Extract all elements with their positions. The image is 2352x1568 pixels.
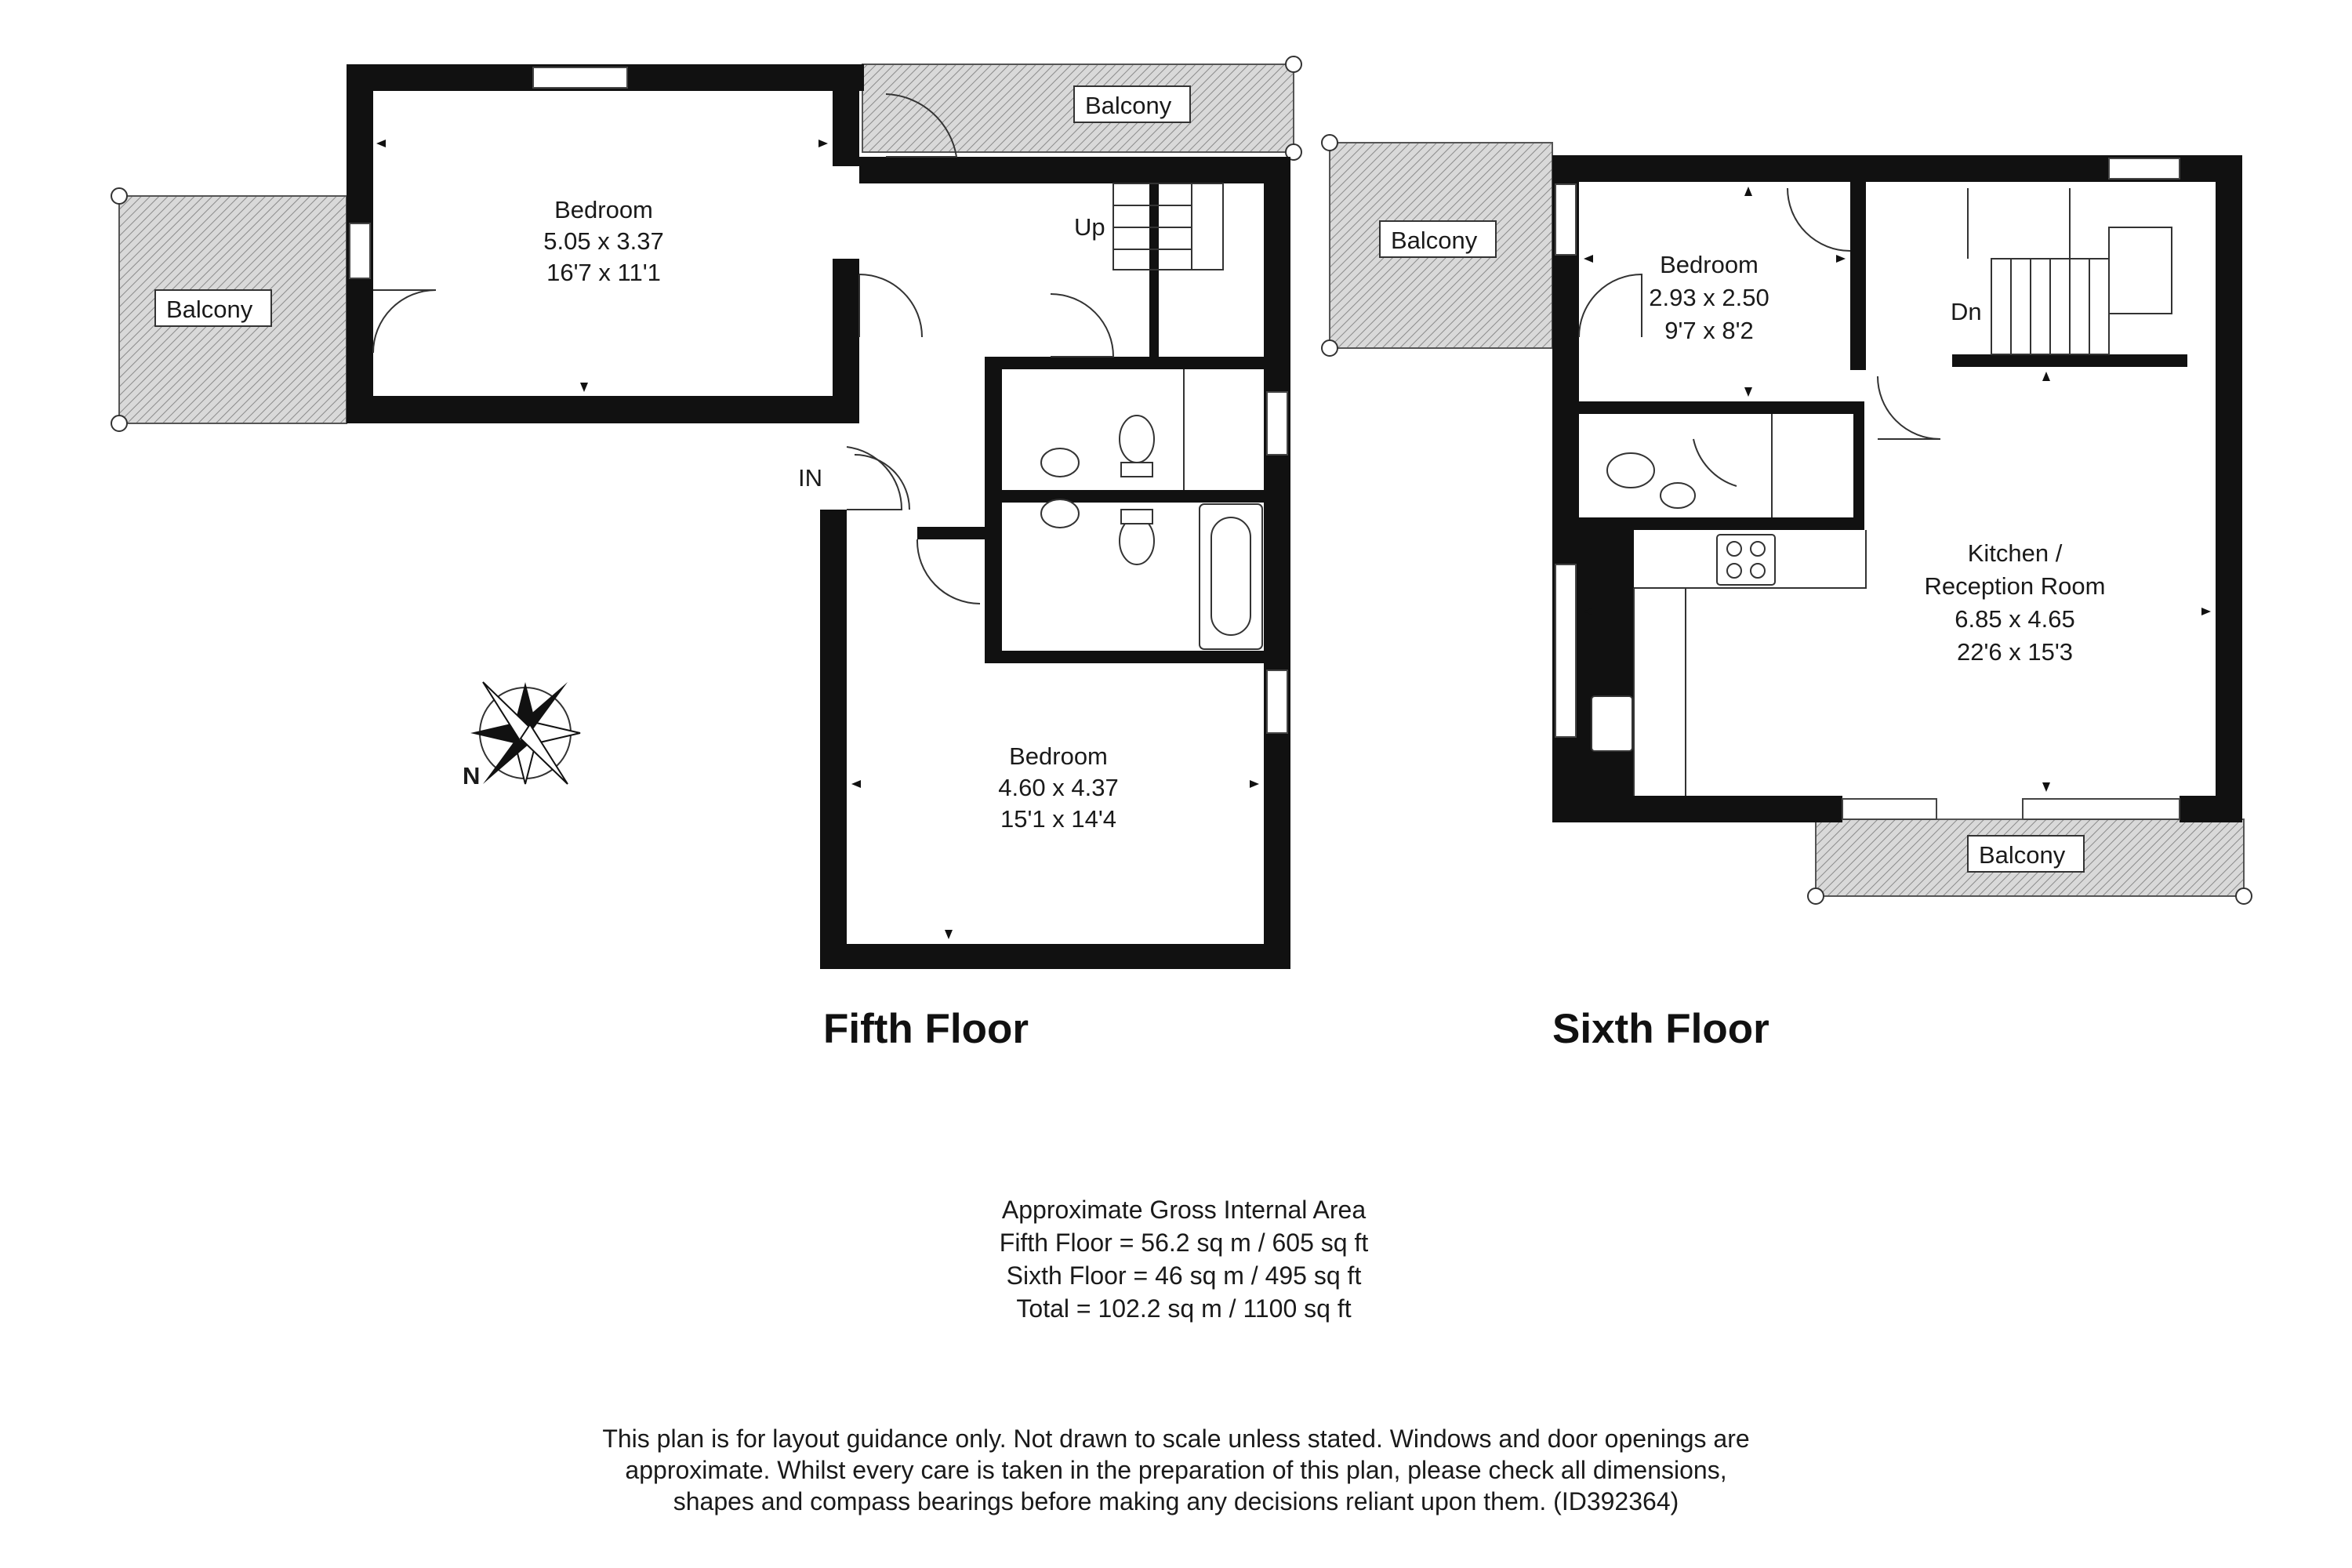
room-imperial: 16'7 x 11'1 <box>546 259 661 286</box>
room-name: Bedroom <box>1009 742 1108 770</box>
area-summary <box>894 1193 1474 1325</box>
door-west-balcony <box>373 290 436 353</box>
sixth-balcony-west-label: Balcony <box>1391 227 1478 254</box>
room-metric: 4.60 x 4.37 <box>998 774 1119 801</box>
fifth-floor-plan <box>111 56 1301 1052</box>
sixth-balcony-south-label: Balcony <box>1979 841 2066 869</box>
area-summary-title: Approximate Gross Internal Area <box>1001 1196 1367 1224</box>
room-metric: 6.85 x 4.65 <box>1955 605 2075 633</box>
room-imperial: 9'7 x 8'2 <box>1664 317 1754 344</box>
fifth-stairs-up-label: Up <box>1074 213 1105 241</box>
room-name: Bedroom <box>554 196 653 223</box>
sixth-stairs-down-label: Dn <box>1951 298 1982 325</box>
area-fifth-floor: Fifth Floor = 56.2 sq m / 605 sq ft <box>999 1229 1369 1257</box>
room-name: Bedroom <box>1660 251 1759 278</box>
room-imperial: 22'6 x 15'3 <box>1956 638 2074 666</box>
disclaimer <box>486 1423 1866 1517</box>
disclaimer-line: approximate. Whilst every care is taken in the preparation of this plan, please check all dimensions, <box>625 1456 1727 1484</box>
fifth-balcony-west-label: Balcony <box>166 296 253 323</box>
compass-north-label: N <box>463 762 481 789</box>
sixth-floor-plan <box>1322 135 2252 1052</box>
area-total: Total = 102.2 sq m / 1100 sq ft <box>1016 1294 1352 1323</box>
fifth-balcony-north-label: Balcony <box>1085 92 1172 119</box>
disclaimer-line: This plan is for layout guidance only. Not drawn to scale unless stated. Windows and door openings are <box>602 1425 1750 1453</box>
fifth-floor-title: Fifth Floor <box>823 1006 1029 1052</box>
room-metric: 2.93 x 2.50 <box>1649 284 1769 311</box>
room-imperial: 15'1 x 14'4 <box>1000 805 1117 833</box>
entrance-label: IN <box>798 464 822 492</box>
disclaimer-line: shapes and compass bearings before making any decisions reliant upon them. (ID392364) <box>673 1487 1679 1515</box>
compass-icon <box>463 682 580 789</box>
room-metric: 5.05 x 3.37 <box>543 227 664 255</box>
sixth-floor-title: Sixth Floor <box>1552 1006 1769 1052</box>
door-sixth-west-balcony <box>1579 274 1642 337</box>
room-name-line1: Kitchen / <box>1967 539 2063 567</box>
sixth-stairs <box>1968 188 2172 354</box>
fifth-stairs <box>1113 183 1223 270</box>
room-name-line2: Reception Room <box>1924 572 2106 600</box>
area-sixth-floor: Sixth Floor = 46 sq m / 495 sq ft <box>1006 1261 1362 1290</box>
